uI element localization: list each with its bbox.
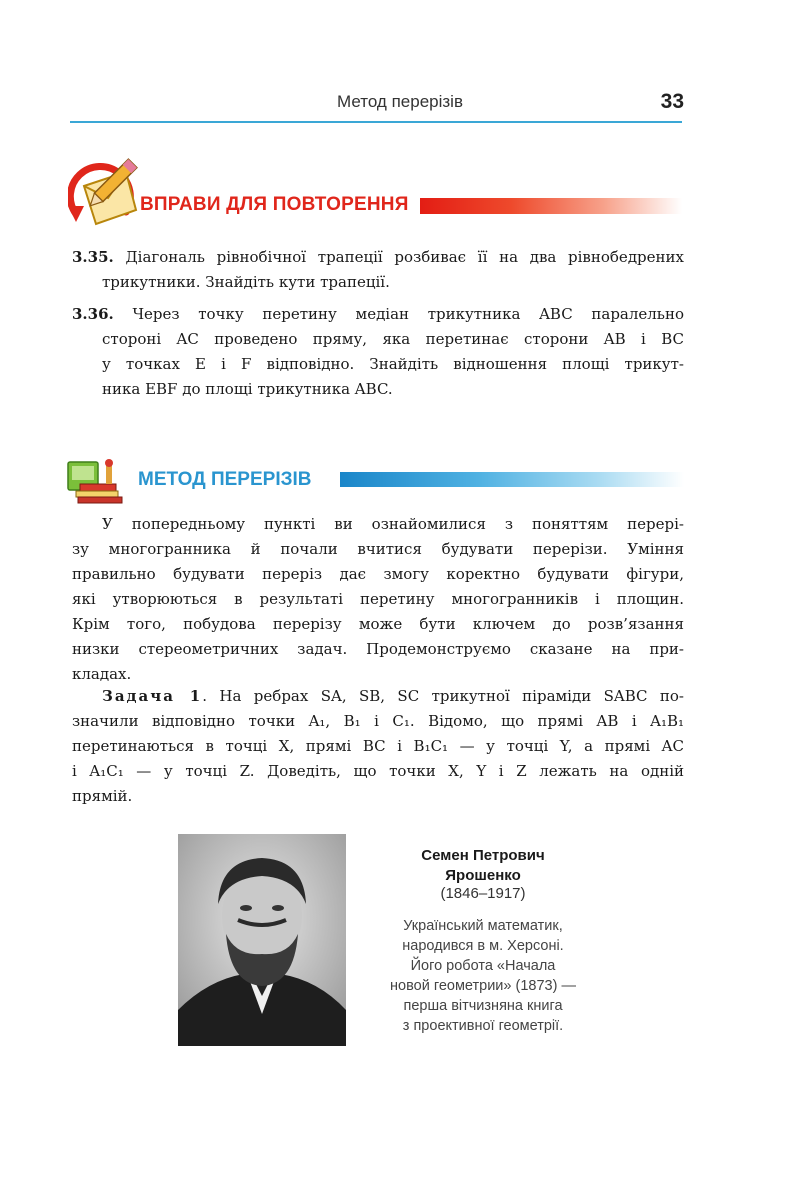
section-heading-bar — [340, 472, 684, 487]
paragraph-line: зу многогранника й почали вчитися будувати перерізи. Уміння — [72, 540, 684, 558]
paragraph-line: значили відповідно точки A₁, B₁ і C₁. Відомо, що прямі AB і A₁B₁ — [72, 712, 684, 730]
header-rule — [70, 121, 682, 123]
intro-paragraph — [72, 512, 684, 687]
exercise-text: Діагональ рівнобічної трапеції розбиває її на два рівнобедрених — [125, 248, 684, 266]
portrait-years: (1846–1917) — [440, 885, 526, 902]
paragraph-line: кладах. — [72, 665, 132, 683]
exercise-number: 3.36. — [72, 305, 114, 323]
section-heading-bar — [420, 198, 682, 214]
paragraph-line: і A₁C₁ — у точці Z. Доведіть, що точки X, Y і Z лежать на одній — [72, 762, 684, 780]
pencil-envelope-icon — [68, 152, 146, 228]
portrait-photo — [178, 834, 346, 1046]
description-line: народився в м. Херсоні. — [402, 938, 564, 954]
paragraph-line: Крім того, побудова перерізу може бути ключем до розв’язання — [72, 615, 684, 633]
description-line: Його робота «Начала — [410, 958, 556, 974]
page-number: 33 — [660, 90, 684, 113]
description-line: новой геометрии» (1873) — — [390, 978, 576, 994]
description-line: з проективної геометрії. — [402, 1018, 564, 1034]
problem-label: Задача 1 — [102, 687, 203, 705]
description-line: перша вітчизняна книга — [403, 998, 563, 1014]
exercise-text: трикутники. Знайдіть кути трапеції. — [102, 273, 390, 291]
portrait-name-line: Ярошенко — [445, 867, 521, 884]
exercise-3-35 — [72, 245, 684, 295]
portrait-description — [372, 916, 594, 1036]
exercise-text: Через точку перетину медіан трикутника ABC паралельно — [132, 305, 684, 323]
portrait-name-line: Семен Петрович — [421, 847, 545, 864]
books-icon — [66, 458, 128, 504]
paragraph-line: правильно будувати переріз дає змогу коректно будувати фігури, — [72, 565, 684, 583]
portrait-name — [372, 846, 594, 886]
exercise-text: ника EBF до площі трикутника ABC. — [102, 380, 393, 398]
exercise-number: 3.35. — [72, 248, 114, 266]
paragraph-line: прямій. — [72, 787, 133, 805]
paragraph-line: перетинаються в точці X, прямі BC і B₁C₁ — у точці Y, а прямі AC — [72, 737, 684, 755]
exercise-text: стороні AC проведено пряму, яка перетинає сторони AB і BC — [102, 330, 684, 348]
section-heading-method: МЕТОД ПЕРЕРІЗІВ — [138, 469, 312, 490]
description-line: Український математик, — [403, 918, 563, 934]
paragraph-line: низки стереометричних задач. Продемонструємо сказане на при- — [72, 640, 684, 658]
exercise-3-36 — [72, 302, 684, 402]
paragraph-line: У попередньому пункті ви ознайомилися з поняттям перері- — [102, 515, 684, 533]
exercise-text: у точках E і F відповідно. Знайдіть відношення площі трикут- — [102, 355, 684, 373]
section-heading-exercises: ВПРАВИ ДЛЯ ПОВТОРЕННЯ — [140, 194, 409, 215]
running-header-title: Метод перерізів — [337, 92, 463, 111]
paragraph-line: які утворюються в результаті перетину многогранників і площин. — [72, 590, 684, 608]
paragraph-line: . На ребрах SA, SB, SC трикутної піраміди SABC по- — [202, 687, 684, 705]
problem-1 — [72, 684, 684, 809]
